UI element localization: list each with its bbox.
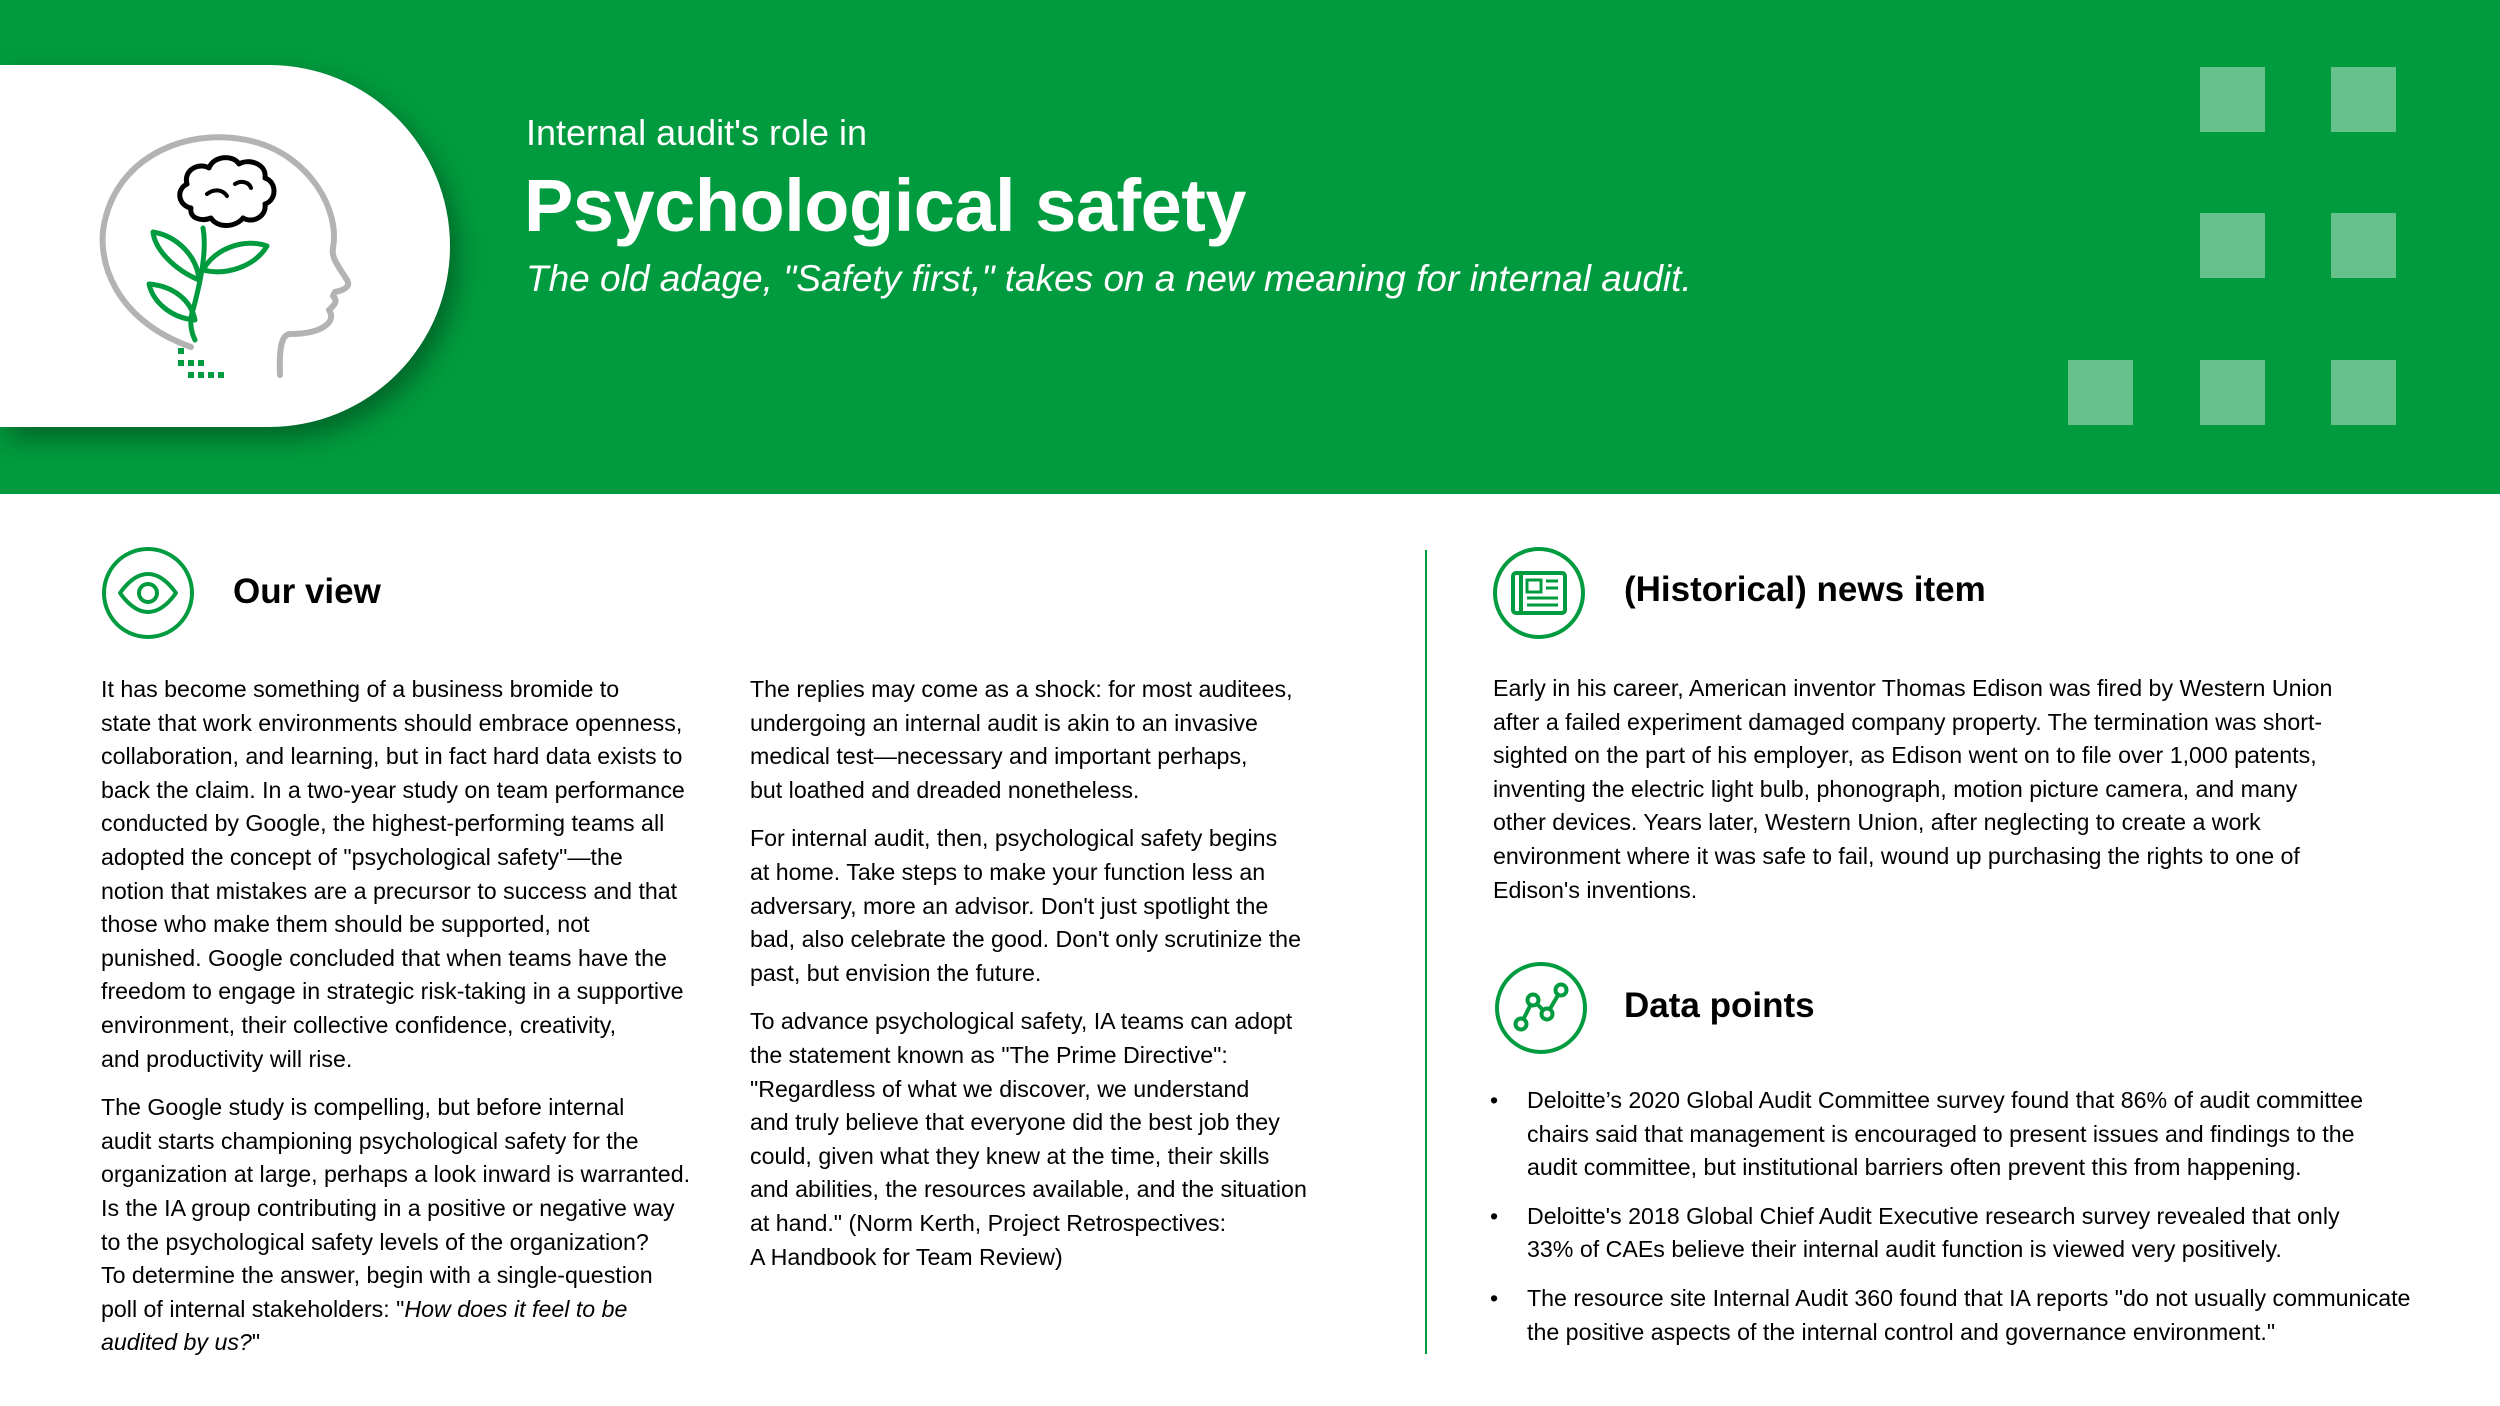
our-view-paragraph-5 [750, 1005, 1390, 1274]
decorative-square [2200, 213, 2265, 278]
text-line: To advance psychological safety, IA teams can adopt [750, 1008, 1293, 1035]
text-line: For internal audit, then, psychological safety begins [750, 825, 1278, 852]
our-view-paragraph-4 [750, 822, 1390, 990]
page-title: Psychological safety [524, 164, 1247, 247]
our-view-heading: Our view [233, 572, 381, 611]
head-with-plant-and-brain-icon [95, 120, 355, 395]
text-line: collaboration, and learning, but in fact hard data exists to [101, 743, 683, 770]
line-chart-icon [1493, 960, 1589, 1056]
decorative-square [2331, 67, 2396, 132]
text-line: Deloitte's 2018 Global Chief Audit Executive research survey revealed that only [1527, 1202, 2340, 1229]
our-view-paragraph-2 [101, 1091, 721, 1360]
text-line: adopted the concept of "psychological safety"—the [101, 843, 623, 870]
text-line: environment, their collective confidence, creativity, [101, 1011, 617, 1038]
text-line: Edison's inventions. [1493, 876, 1698, 903]
text-line: A Handbook for Team Review) [750, 1243, 1063, 1270]
text-line: Is the IA group contributing in a positive or negative way [101, 1194, 675, 1221]
list-item [1490, 1200, 2490, 1267]
bullet-marker: • [1490, 1284, 1499, 1311]
text-line: the positive aspects of the internal control and governance environment." [1527, 1318, 2276, 1345]
text-line: The replies may come as a shock: for most auditees, [750, 676, 1293, 702]
text-line: chairs said that management is encouraged to present issues and findings to the [1527, 1120, 2355, 1147]
our-view-paragraph-3 [750, 673, 1390, 807]
header-icon-tab [0, 65, 450, 427]
text-line: 33% of CAEs believe their internal audit function is viewed very positively. [1527, 1236, 2282, 1263]
text-fragment: poll of internal stakeholders: " [101, 1295, 405, 1322]
column-divider [1425, 550, 1427, 1354]
text-line: at hand." (Norm Kerth, Project Retrospectives: [750, 1209, 1227, 1236]
text-line: freedom to engage in strategic risk-taking in a supportive [101, 978, 684, 1005]
text-line: To determine the answer, begin with a single-question [101, 1262, 653, 1289]
list-item [1490, 1084, 2490, 1185]
text-line: state that work environments should embrace openness, [101, 709, 683, 736]
decorative-square [2200, 67, 2265, 132]
text-line: "Regardless of what we discover, we understand [750, 1075, 1250, 1102]
text-line: the statement known as "The Prime Directive": [750, 1041, 1228, 1068]
header-kicker: Internal audit's role in [526, 112, 868, 153]
decorative-square [2200, 360, 2265, 425]
text-line: other devices. Years later, Western Union, after neglecting to create a work [1493, 809, 2261, 836]
text-line: adversary, more an advisor. Don't just spotlight the [750, 892, 1269, 919]
decorative-square [2331, 213, 2396, 278]
italic-question: audited by us? [101, 1329, 252, 1356]
decorative-square [2068, 360, 2133, 425]
text-line: and truly believe that everyone did the best job they [750, 1109, 1280, 1136]
text-line: inventing the electric light bulb, phonograph, motion picture camera, and many [1493, 775, 2298, 802]
text-line: Early in his career, American inventor Thomas Edison was fired by Western Union [1493, 675, 2333, 701]
text-line: audit starts championing psychological safety for the [101, 1127, 639, 1154]
data-points-heading: Data points [1624, 986, 1815, 1025]
text-line: back the claim. In a two-year study on team performance [101, 776, 685, 803]
news-body [1493, 672, 2493, 922]
text-fragment: " [251, 1329, 261, 1356]
data-points-list [1490, 1084, 2490, 1364]
news-heading: (Historical) news item [1624, 570, 1986, 609]
our-view-column-1 [101, 673, 721, 1375]
text-line [101, 1326, 721, 1360]
our-view-paragraph-1 [101, 673, 721, 1076]
text-line: and abilities, the resources available, and the situation [750, 1176, 1307, 1203]
news-paragraph [1493, 672, 2493, 907]
text-line: but loathed and dreaded nonetheless. [750, 776, 1140, 803]
italic-question: How does it feel to be [404, 1295, 628, 1322]
text-line: those who make them should be supported, not [101, 911, 590, 938]
list-item [1490, 1282, 2490, 1349]
text-line: environment where it was safe to fail, wound up purchasing the rights to one of [1493, 842, 2300, 869]
text-line: at home. Take steps to make your function less an [750, 858, 1266, 885]
text-line: audit committee, but institutional barriers often prevent this from happening. [1527, 1154, 2302, 1181]
newspaper-icon [1491, 545, 1587, 641]
text-line: to the psychological safety levels of the organization? [101, 1228, 649, 1255]
text-line: medical test—necessary and important perhaps, [750, 743, 1248, 770]
text-line: punished. Google concluded that when teams have the [101, 944, 667, 971]
text-line: notion that mistakes are a precursor to success and that [101, 877, 678, 904]
text-line: The Google study is compelling, but before internal [101, 1094, 625, 1121]
text-line: and productivity will rise. [101, 1045, 353, 1072]
text-line: organization at large, perhaps a look inward is warranted. [101, 1161, 691, 1188]
text-line: bad, also celebrate the good. Don't only scrutinize the [750, 926, 1301, 953]
text-line: after a failed experiment damaged company property. The termination was short- [1493, 708, 2323, 735]
text-line: The resource site Internal Audit 360 found that IA reports "do not usually communicate [1527, 1284, 2411, 1311]
page-subtitle: The old adage, "Safety first," takes on a new meaning for internal audit. [526, 258, 1692, 299]
text-line: sighted on the part of his employer, as Edison went on to file over 1,000 patents, [1493, 742, 2317, 769]
bullet-marker: • [1490, 1087, 1499, 1113]
our-view-column-2 [750, 673, 1390, 1289]
text-line: past, but envision the future. [750, 959, 1042, 986]
bullet-marker: • [1490, 1202, 1499, 1229]
text-line: It has become something of a business bromide to [101, 676, 620, 702]
text-line: could, given what they knew at the time, their skills [750, 1142, 1270, 1169]
decorative-square [2331, 360, 2396, 425]
text-line: undergoing an internal audit is akin to an invasive [750, 709, 1258, 736]
text-line: conducted by Google, the highest-performing teams all [101, 810, 665, 837]
eye-icon [100, 545, 196, 641]
text-line [101, 1293, 721, 1327]
text-line: Deloitte’s 2020 Global Audit Committee survey found that 86% of audit committee [1527, 1087, 2364, 1113]
header-banner [0, 0, 2500, 494]
